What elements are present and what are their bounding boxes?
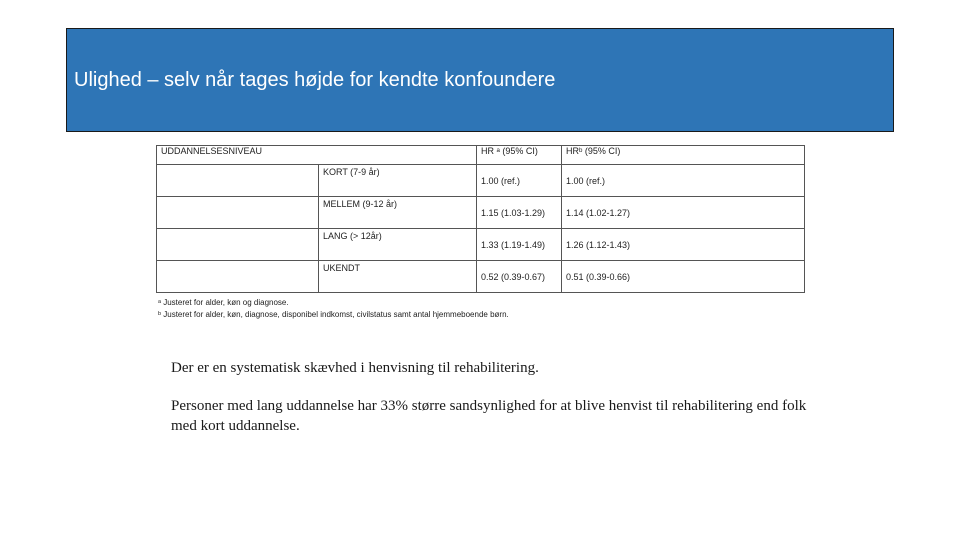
- row-category: MELLEM (9-12 år): [319, 197, 477, 229]
- row-category: UKENDT: [319, 261, 477, 293]
- title-banner: [66, 28, 894, 132]
- row-hr-a: 1.33 (1.19-1.49): [477, 229, 562, 261]
- row-hr-a: 1.00 (ref.): [477, 165, 562, 197]
- table-row: [157, 229, 805, 261]
- row-category: KORT (7-9 år): [319, 165, 477, 197]
- table-footnotes: [158, 297, 509, 321]
- footnote-a: ᵃ Justeret for alder, køn og diagnose.: [158, 298, 289, 307]
- table-row: [157, 261, 805, 293]
- hazard-ratio-table: [156, 145, 805, 293]
- body-paragraph: Personer med lang uddannelse har 33% større sandsynlighed for at blive henvist til rehabilitering end folk med kort uddannelse.: [171, 398, 807, 434]
- slide-body: [171, 358, 811, 454]
- table-row: [157, 197, 805, 229]
- header-education-level: UDDANNELSESNIVEAU: [157, 146, 477, 165]
- table-row: [157, 165, 805, 197]
- row-hr-b: 1.26 (1.12-1.43): [562, 229, 805, 261]
- table-header-row: [157, 146, 805, 165]
- header-hr-b: HRᵇ (95% CI): [562, 146, 805, 165]
- row-hr-b: 1.00 (ref.): [562, 165, 805, 197]
- header-hr-a: HR ᵃ (95% CI): [477, 146, 562, 165]
- row-hr-b: 0.51 (0.39-0.66): [562, 261, 805, 293]
- row-spacer-cell: [157, 165, 319, 197]
- row-spacer-cell: [157, 197, 319, 229]
- row-hr-a: 1.15 (1.03-1.29): [477, 197, 562, 229]
- body-paragraph: Der er en systematisk skævhed i henvisning til rehabilitering.: [171, 360, 539, 376]
- footnote-b: ᵇ Justeret for alder, køn, diagnose, disponibel indkomst, civilstatus samt antal hjemmeboende børn.: [158, 310, 509, 319]
- row-hr-a: 0.52 (0.39-0.67): [477, 261, 562, 293]
- row-category: LANG (> 12år): [319, 229, 477, 261]
- row-spacer-cell: [157, 229, 319, 261]
- row-hr-b: 1.14 (1.02-1.27): [562, 197, 805, 229]
- slide-title: Ulighed – selv når tages højde for kendte konfoundere: [74, 69, 556, 91]
- row-spacer-cell: [157, 261, 319, 293]
